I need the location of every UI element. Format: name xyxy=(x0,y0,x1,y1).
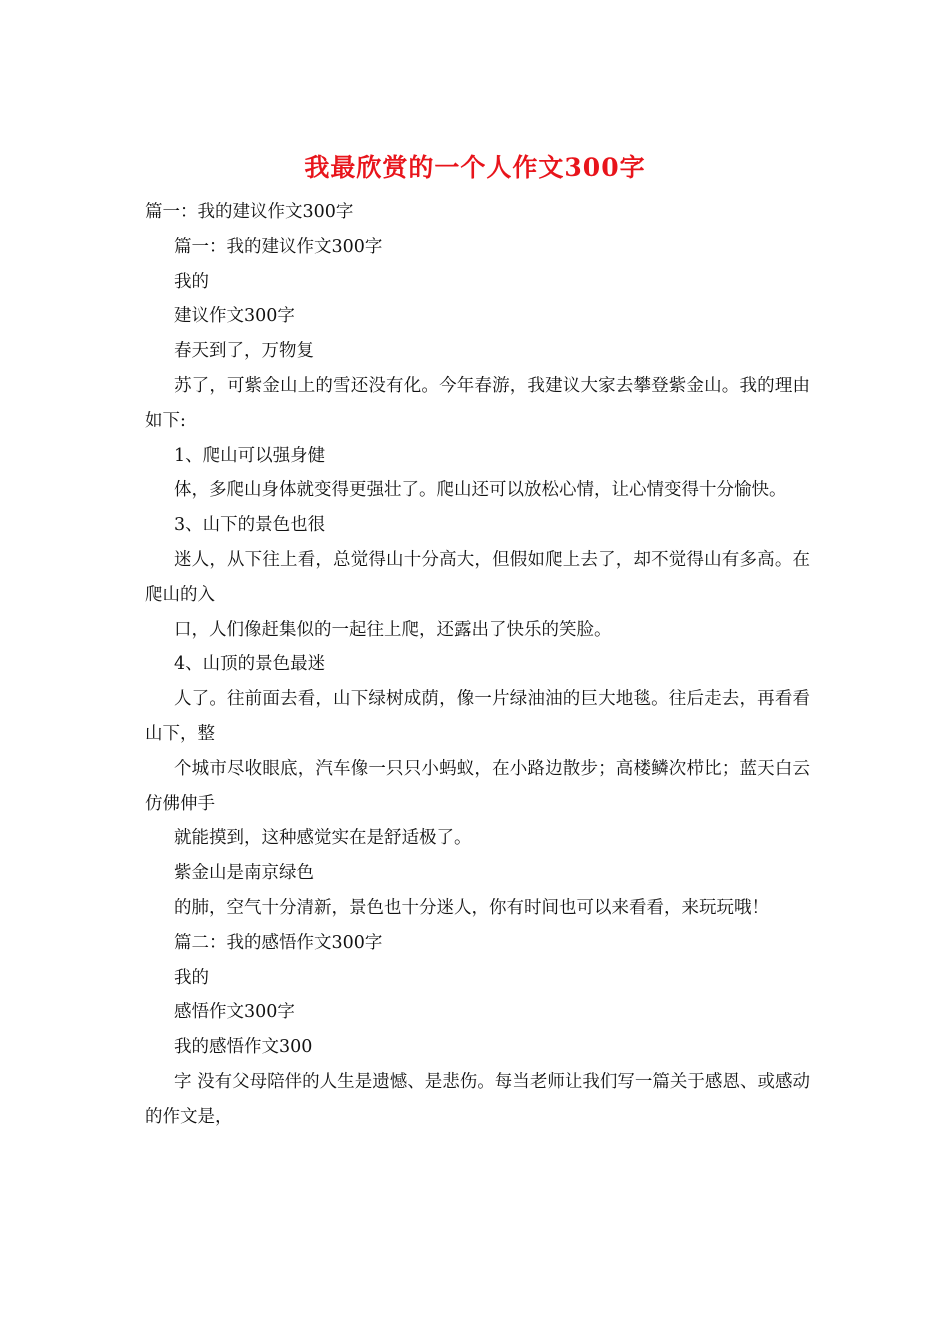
paragraph: 篇一：我的建议作文300字 xyxy=(145,202,354,222)
paragraph: 迷人，从下往上看，总觉得山十分高大，但假如爬上去了，却不觉得山有多高。在爬山的入 xyxy=(145,549,810,605)
paragraph: 的肺，空气十分清新，景色也十分迷人，你有时间也可以来看看，来玩玩哦！ xyxy=(174,897,769,918)
paragraph: 个城市尽收眼底，汽车像一只只小蚂蚁，在小路边散步；高楼鳞次栉比；蓝天白云仿佛伸手 xyxy=(145,758,810,814)
paragraph: 我的 xyxy=(174,967,209,988)
paragraph: 我的 xyxy=(174,271,209,292)
paragraph: 春天到了，万物复 xyxy=(174,341,314,362)
paragraph: 篇一：我的建议作文300字 xyxy=(174,236,383,257)
paragraph: 人了。往前面去看，山下绿树成荫，像一片绿油油的巨大地毯。往后走去，再看看山下，整 xyxy=(145,689,810,744)
paragraph: 苏了，可紫金山上的雪还没有化。今年春游，我建议大家去攀登紫金山。我的理由如下: xyxy=(145,375,810,431)
paragraph: 紫金山是南京绿色 xyxy=(174,863,314,884)
paragraph: 感悟作文300字 xyxy=(174,1002,295,1023)
paragraph: 1、爬山可以强身健 xyxy=(174,445,326,466)
paragraph: 篇二：我的感悟作文300字 xyxy=(174,932,383,953)
paragraph: 我的感悟作文300 xyxy=(174,1037,313,1058)
document-body xyxy=(145,195,810,1135)
paragraph: 3、山下的景色也很 xyxy=(174,515,326,536)
paragraph: 口，人们像赶集似的一起往上爬，还露出了快乐的笑脸。 xyxy=(174,619,612,640)
document-title: 我最欣赏的一个人作文300字 xyxy=(304,153,646,182)
paragraph: 4、山顶的景色最迷 xyxy=(174,654,326,675)
paragraph: 建议作文300字 xyxy=(174,306,295,327)
paragraph: 字 没有父母陪伴的人生是遗憾、是悲伤。每当老师让我们写一篇关于感恩、或感动的作文是， xyxy=(145,1071,810,1127)
paragraph: 就能摸到，这种感觉实在是舒适极了。 xyxy=(174,828,472,849)
paragraph: 体，多爬山身体就变得更强壮了。爬山还可以放松心情，让心情变得十分愉快。 xyxy=(174,480,787,501)
